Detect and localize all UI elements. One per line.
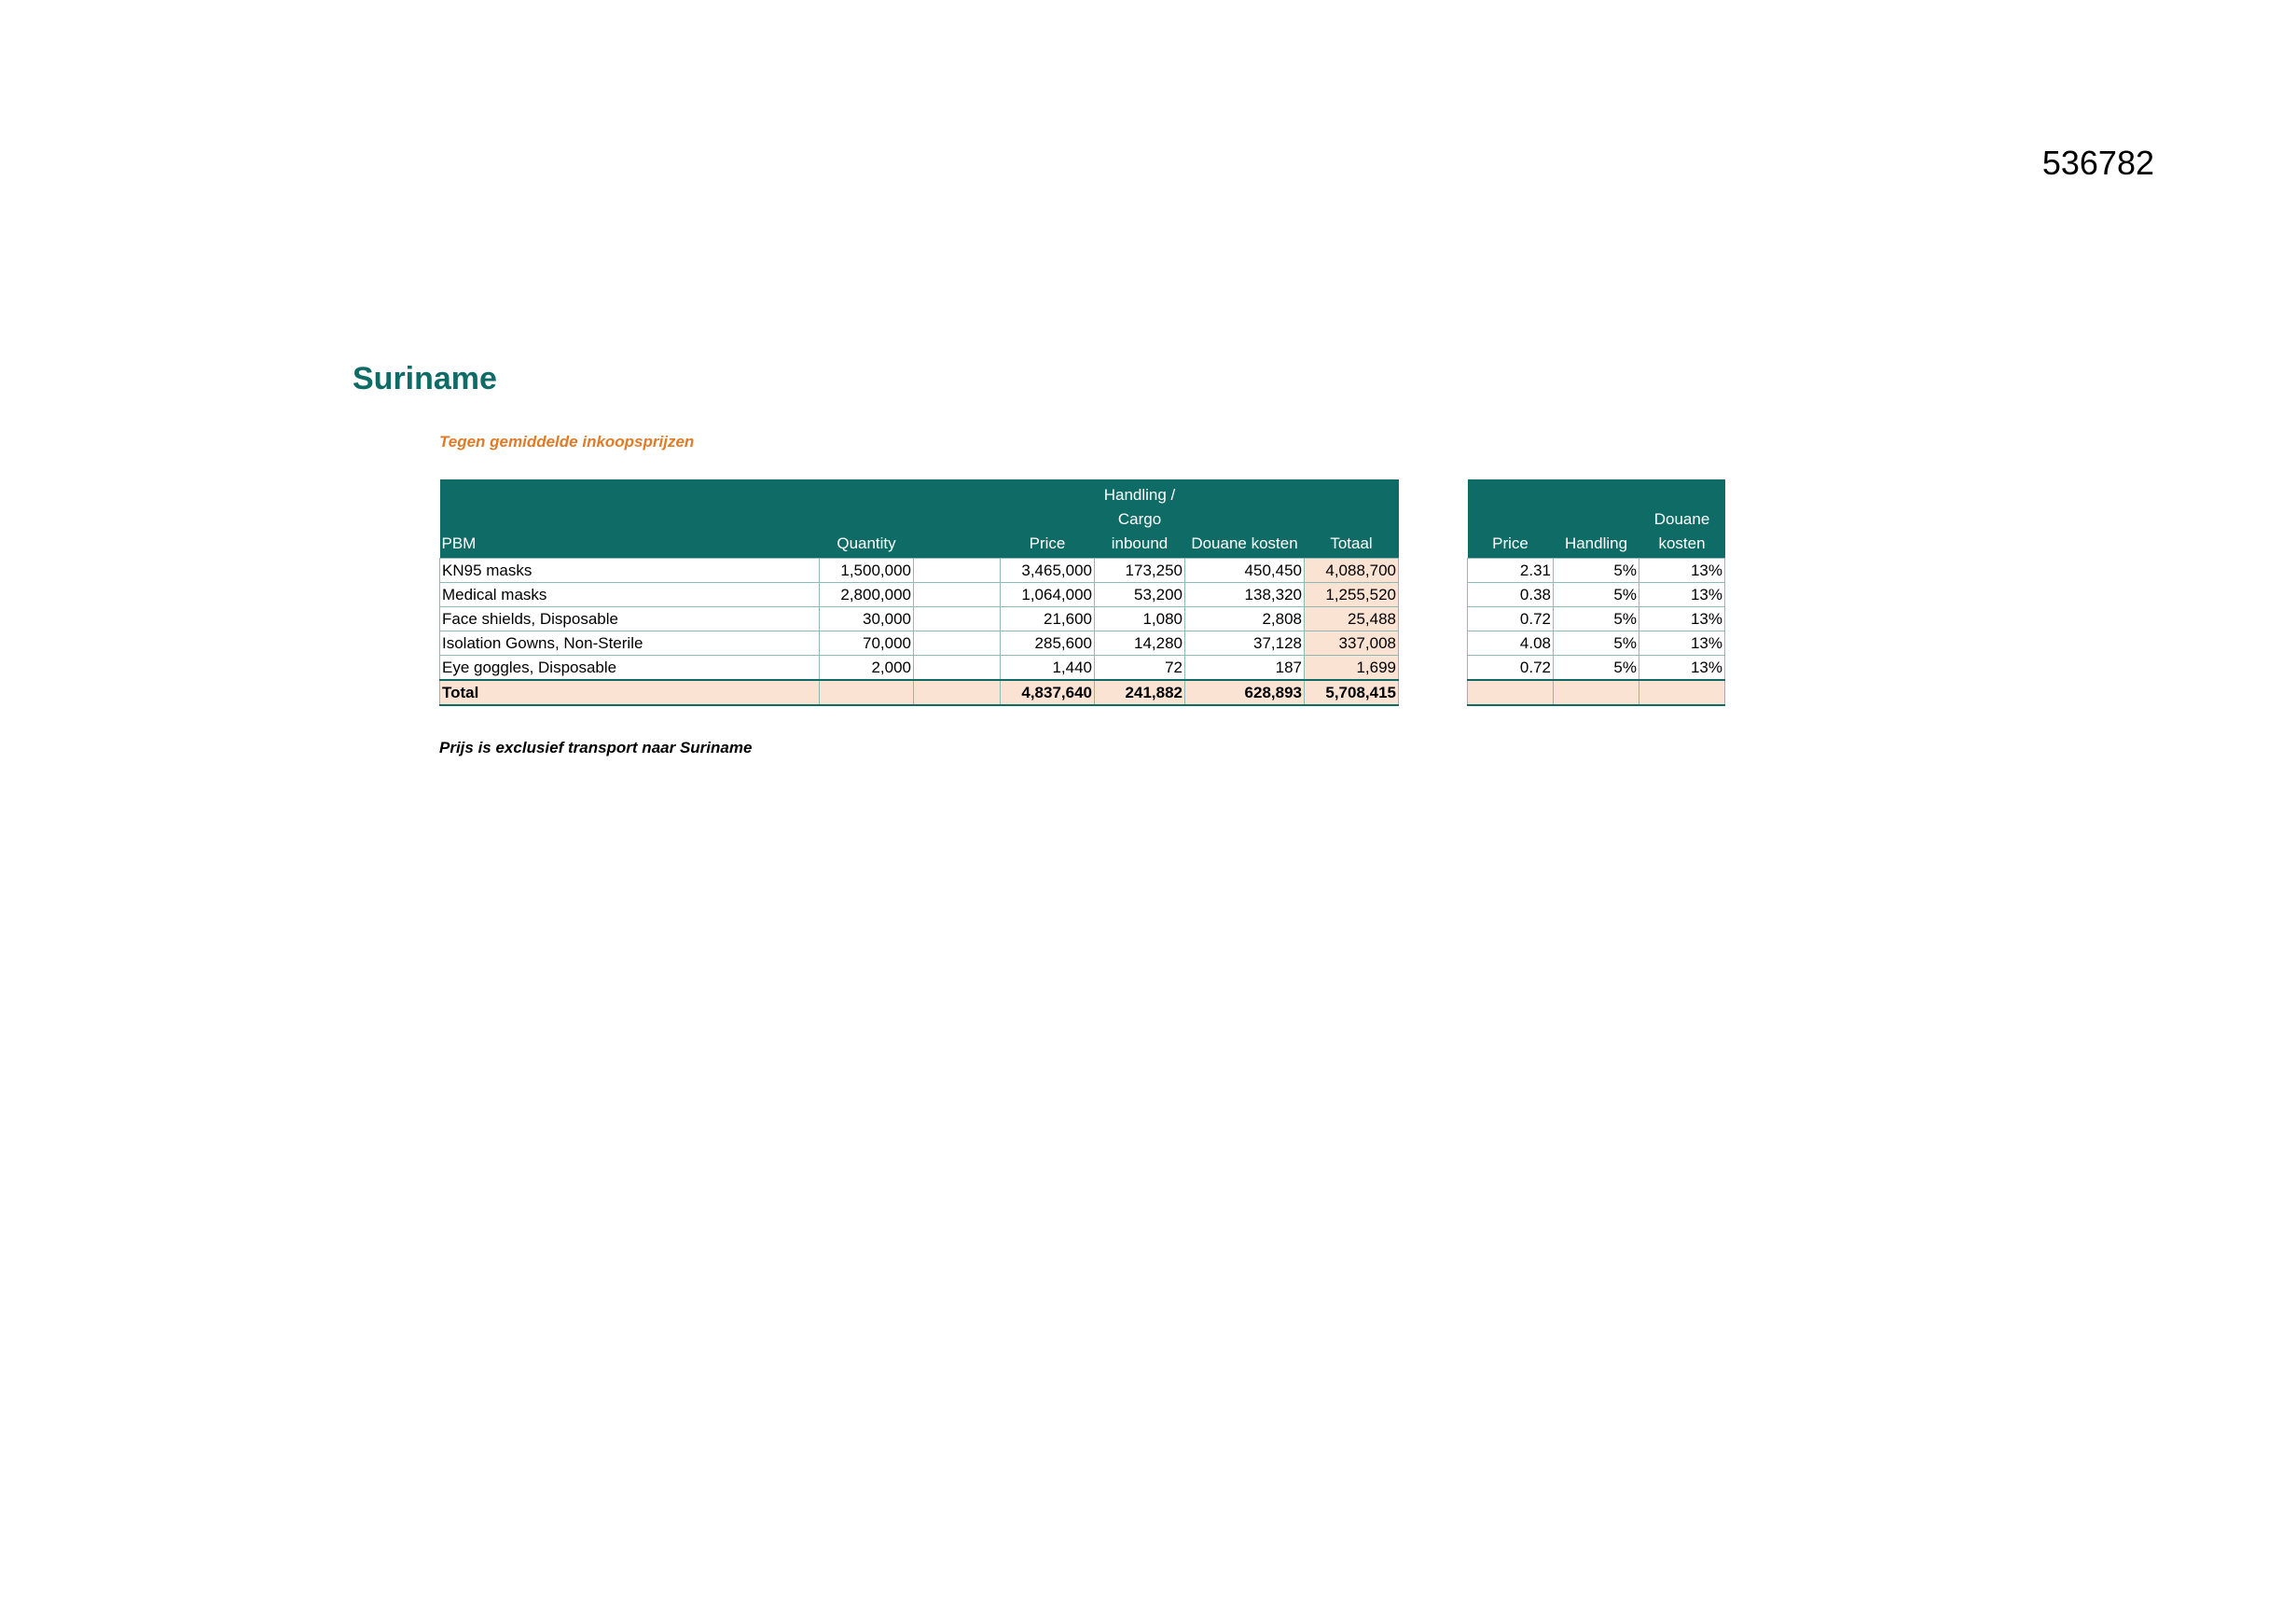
footnote: Prijs is exclusief transport naar Suriname [439,739,753,756]
page-title: Suriname [353,361,497,396]
totaal-cell: 1,255,520 [1305,582,1399,606]
total-quantity-cell [820,680,914,705]
item-cell: KN95 masks [440,558,820,582]
rate-handling-cell: 5% [1554,558,1639,582]
rate-douane-cell: 13% [1639,606,1725,631]
total-price: 4,837,640 [1001,680,1095,705]
handling-cell: 1,080 [1095,606,1185,631]
rate-price-cell: 0.72 [1468,655,1554,680]
header-handling: Handling / Cargo inbound [1095,479,1185,558]
document-id: 536782 [2041,144,2154,182]
douane-cell: 2,808 [1185,606,1305,631]
item-cell: Medical masks [440,582,820,606]
rate-price-cell: 4.08 [1468,631,1554,655]
totaal-cell: 25,488 [1305,606,1399,631]
rate-price-cell: 0.72 [1468,606,1554,631]
table-row [440,606,1399,631]
douane-cell: 37,128 [1185,631,1305,655]
item-cell: Isolation Gowns, Non-Sterile [440,631,820,655]
handling-cell: 72 [1095,655,1185,680]
header-totaal: Totaal [1305,479,1399,558]
total-totaal: 5,708,415 [1305,680,1399,705]
rates-row [1468,558,1725,582]
price-cell: 21,600 [1001,606,1095,631]
total-row [440,680,1399,705]
blank-cell [914,631,1001,655]
header-blank [914,479,1001,558]
rate-handling-cell: 5% [1554,582,1639,606]
rate-handling-cell: 5% [1554,606,1639,631]
price-cell: 1,064,000 [1001,582,1095,606]
total-blank-cell [914,680,1001,705]
rates-row [1468,631,1725,655]
header-douane: Douane kosten [1185,479,1305,558]
totaal-cell: 4,088,700 [1305,558,1399,582]
total-label: Total [440,680,820,705]
douane-cell: 138,320 [1185,582,1305,606]
rates-header-row [1468,479,1725,558]
table-row [440,582,1399,606]
rates-total-row [1468,680,1725,705]
table-header-row [440,479,1399,558]
rates-table [1467,479,1725,706]
item-cell: Eye goggles, Disposable [440,655,820,680]
rates-total-price [1468,680,1554,705]
rates-total-handling [1554,680,1639,705]
rates-total-douane [1639,680,1725,705]
item-cell: Face shields, Disposable [440,606,820,631]
header-pbm: PBM [440,479,820,558]
total-douane: 628,893 [1185,680,1305,705]
table-row [440,655,1399,680]
rates-header-handling: Handling [1554,479,1639,558]
douane-cell: 450,450 [1185,558,1305,582]
price-cell: 3,465,000 [1001,558,1095,582]
table-row [440,558,1399,582]
header-price: Price [1001,479,1095,558]
rates-row [1468,582,1725,606]
cost-table [439,479,1399,706]
blank-cell [914,582,1001,606]
rate-douane-cell: 13% [1639,558,1725,582]
rates-row [1468,655,1725,680]
rate-douane-cell: 13% [1639,582,1725,606]
page-subtitle: Tegen gemiddelde inkoopsprijzen [439,433,695,451]
total-handling: 241,882 [1095,680,1185,705]
table-row [440,631,1399,655]
blank-cell [914,655,1001,680]
totaal-cell: 1,699 [1305,655,1399,680]
blank-cell [914,558,1001,582]
quantity-cell: 2,000 [820,655,914,680]
rates-header-price: Price [1468,479,1554,558]
rate-price-cell: 2.31 [1468,558,1554,582]
rates-row [1468,606,1725,631]
rates-header-douane: Douane kosten [1639,479,1725,558]
header-quantity: Quantity [820,479,914,558]
handling-cell: 14,280 [1095,631,1185,655]
handling-cell: 173,250 [1095,558,1185,582]
price-cell: 1,440 [1001,655,1095,680]
blank-cell [914,606,1001,631]
rate-douane-cell: 13% [1639,655,1725,680]
quantity-cell: 30,000 [820,606,914,631]
quantity-cell: 70,000 [820,631,914,655]
price-cell: 285,600 [1001,631,1095,655]
rate-handling-cell: 5% [1554,631,1639,655]
handling-cell: 53,200 [1095,582,1185,606]
rate-handling-cell: 5% [1554,655,1639,680]
rate-douane-cell: 13% [1639,631,1725,655]
rate-price-cell: 0.38 [1468,582,1554,606]
quantity-cell: 2,800,000 [820,582,914,606]
totaal-cell: 337,008 [1305,631,1399,655]
quantity-cell: 1,500,000 [820,558,914,582]
douane-cell: 187 [1185,655,1305,680]
